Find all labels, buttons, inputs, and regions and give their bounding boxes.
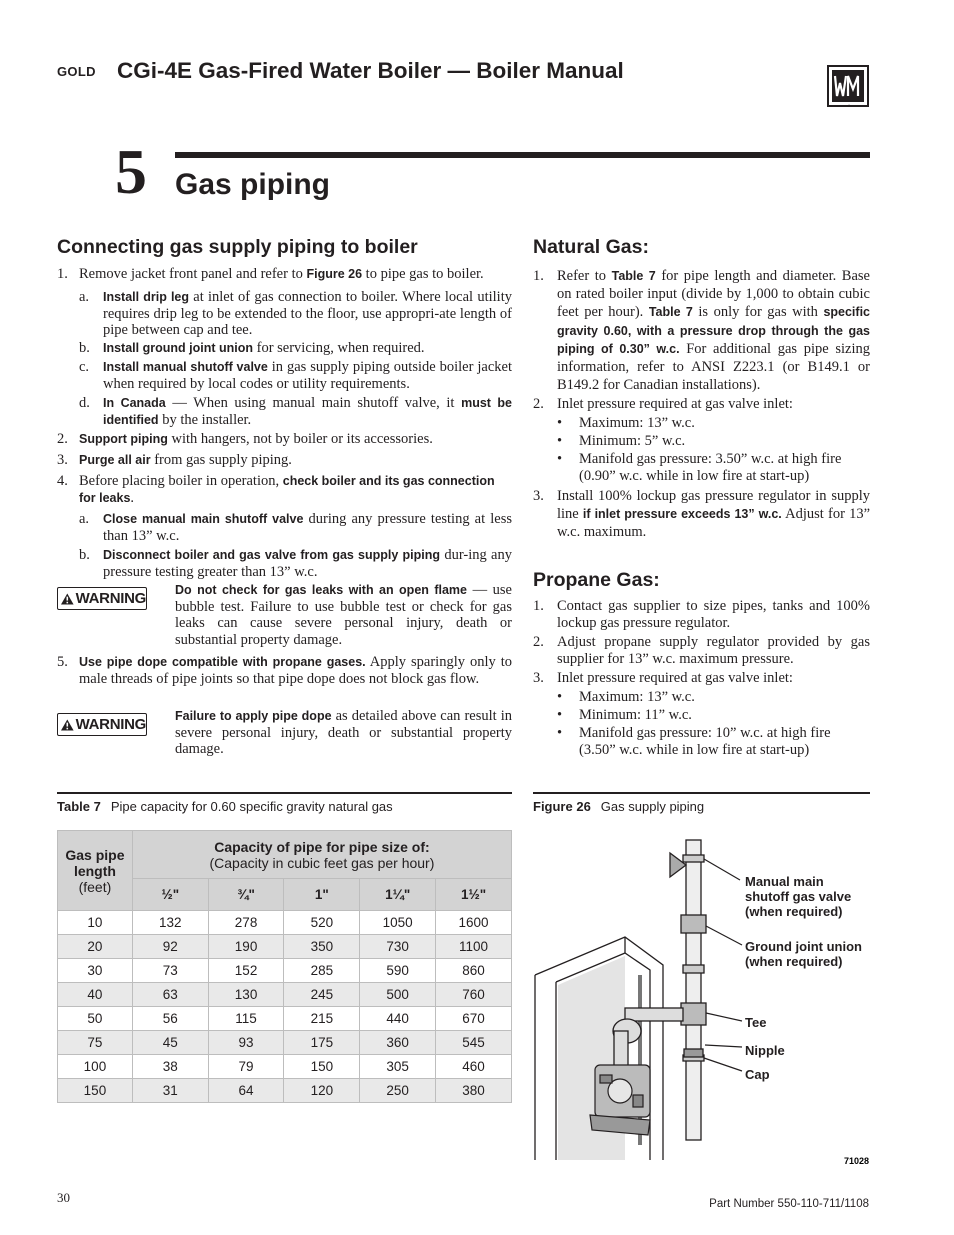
warning-badge: WARNING [57,587,147,610]
pipe-length-cell: 10 [58,911,133,935]
substep-4b: b. Disconnect boiler and gas valve from gas supply piping dur-ing any pressure testing greater than 13” w.c. [79,547,512,580]
capacity-cell: 460 [436,1055,512,1079]
pipe-length-cell: 150 [58,1079,133,1103]
list-item: • Minimum: 5” w.c. [557,433,686,449]
pipe-size-header: ¾" [208,879,284,911]
label-valve-2: shutoff gas valve [745,889,852,904]
logo-text: WM [848,105,850,106]
capacity-cell: 215 [284,1007,360,1031]
label-tee: Tee [745,1015,767,1030]
capacity-cell: 245 [284,983,360,1007]
table-row [58,911,512,935]
section-heading-natural-gas: Natural Gas: [533,236,649,258]
step-2: 2. Support piping with hangers, not by boiler or its accessories. [57,431,433,447]
substep-d: d. In Canada — When using manual main shutoff valve, it must be identified by the installer. [79,395,512,428]
table-row [58,1031,512,1055]
capacity-cell: 360 [360,1031,436,1055]
capacity-cell: 305 [360,1055,436,1079]
list-item: • Manifold gas pressure: 10” w.c. at high fire (3.50” w.c. while in low fire at start-up) [557,725,831,758]
pipe-length-cell: 40 [58,983,133,1007]
capacity-cell: 93 [208,1031,284,1055]
capacity-cell: 120 [284,1079,360,1103]
table-row [58,1007,512,1031]
gas-pipe [681,840,706,1140]
capacity-cell: 115 [208,1007,284,1031]
label-cap: Cap [745,1067,770,1082]
capacity-cell: 250 [360,1079,436,1103]
list-item: • Minimum: 11” w.c. [557,707,692,723]
figure-caption [533,799,704,814]
capacity-cell: 590 [360,959,436,983]
section-heading-connecting: Connecting gas supply piping to boiler [57,236,418,258]
capacity-cell: 440 [360,1007,436,1031]
column-group-header: Capacity of pipe for pipe size of: (Capacity in cubic feet gas per hour) [132,831,511,879]
gas-valve [590,1065,650,1135]
capacity-cell: 152 [208,959,284,983]
capacity-cell: 1050 [360,911,436,935]
pipe-length-cell: 20 [58,935,133,959]
capacity-cell: 860 [436,959,512,983]
label-valve-1: Manual main [745,874,824,889]
chapter-title: Gas piping [175,168,331,201]
step-3: 3. Purge all air from gas supply piping. [57,452,292,468]
pipe-length-cell: 50 [58,1007,133,1031]
list-item: • Maximum: 13” w.c. [557,415,695,431]
table-body [58,911,512,1103]
capacity-cell: 520 [284,911,360,935]
step-5: 5. Use pipe dope compatible with propane gases. Apply sparingly only to male threads of pipe joints so that pipe dope does not block gas flow. [57,654,512,687]
gas-supply-piping-figure [530,825,875,1170]
pipe-size-header: ½" [132,879,208,911]
pipe-capacity-table [57,830,512,1103]
warning-badge: WARNING [57,713,147,736]
capacity-cell: 175 [284,1031,360,1055]
figure-caption-label: Figure 26 [533,799,591,814]
pipe-size-header: 1¼" [360,879,436,911]
warning-triangle-icon [61,592,74,606]
substep-4a: a. Close manual main shutoff valve during any pressure testing at less than 13” w.c. [79,511,512,544]
capacity-cell: 350 [284,935,360,959]
capacity-cell: 150 [284,1055,360,1079]
substep-b: b. Install ground joint union for servicing, when required. [79,340,425,356]
step-4: 4. Before placing boiler in operation, check boiler and its gas connection for leaks. [57,473,495,506]
table-caption-label: Table 7 [57,799,101,814]
capacity-cell: 730 [360,935,436,959]
step-1 [57,266,512,283]
capacity-cell: 38 [132,1055,208,1079]
capacity-cell: 132 [132,911,208,935]
capacity-cell: 56 [132,1007,208,1031]
chapter-rule [175,152,870,158]
table-caption-text: Pipe capacity for 0.60 specific gravity natural gas [110,799,393,814]
propane-bullet-list [557,689,870,758]
capacity-cell: 760 [436,983,512,1007]
pipe-length-cell: 75 [58,1031,133,1055]
figure-rule [533,792,870,794]
part-number: Part Number 550-110-711/1108 [709,1198,869,1210]
brand-label: GOLD [57,64,96,79]
natural-step-3: 3. Install 100% lockup gas pressure regulator in supply line if inlet pressure exceeds 13” w.c. Adjust for 13” w.c. maximum. [533,488,871,541]
pipe-length-cell: 30 [58,959,133,983]
warning-triangle-icon [61,718,74,732]
table-row [58,935,512,959]
weil-mclain-logo [827,65,869,107]
page-number: 30 [57,1190,70,1205]
propane-step-2: 2. Adjust propane supply regulator provided by gas supplier for 13” w.c. maximum pressure. [533,634,870,667]
capacity-cell: 1600 [436,911,512,935]
figure-labels [745,874,869,1166]
capacity-cell: 92 [132,935,208,959]
figure-ref: Figure 26 [306,267,363,281]
capacity-cell: 31 [132,1079,208,1103]
capacity-cell: 380 [436,1079,512,1103]
table-row [58,1055,512,1079]
list-item: • Manifold gas pressure: 3.50” w.c. at high fire (0.90” w.c. while in low fire at start-up) [557,451,842,484]
capacity-cell: 73 [132,959,208,983]
capacity-cell: 278 [208,911,284,935]
label-nipple: Nipple [745,1043,785,1058]
natural-step-2: 2. Inlet pressure required at gas valve inlet: [533,396,793,412]
table-row [58,983,512,1007]
pipe-length-cell: 100 [58,1055,133,1079]
table-row [58,1079,512,1103]
list-item: • Maximum: 13” w.c. [557,689,695,705]
leader-lines [704,859,742,1071]
substep-c: c. Install manual shutoff valve in gas supply piping outside boiler jacket when required by local codes or utility requirements. [79,359,512,392]
manual-title: CGi-4E Gas-Fired Water Boiler — Boiler Manual [117,58,624,83]
step-number: 1. [57,266,68,282]
label-valve-3: (when required) [745,904,843,919]
capacity-cell: 63 [132,983,208,1007]
section-heading-propane-gas: Propane Gas: [533,569,660,591]
capacity-cell: 545 [436,1031,512,1055]
capacity-cell: 500 [360,983,436,1007]
propane-step-1: 1. Contact gas supplier to size pipes, tanks and 100% lockup gas pressure regulator. [533,598,870,631]
warning-text-2: Failure to apply pipe dope as detailed above can result in severe personal injury, death or substantial property damage. [175,708,512,757]
capacity-cell: 64 [208,1079,284,1103]
capacity-cell: 285 [284,959,360,983]
natural-step-1: 1. Refer to Table 7 for pipe length and diameter. Base on rated boiler input (divide by 1,000 to obtain cubic feet per hour). Table 7 is only for gas with specific gravity 0.60, with a pressure drop through the gas piping of 0.30” w.c. For additional gas pipe sizing information, refer to ANSI Z223.1 (or B149.1 or B149.2 for Canadian installations). [533,268,870,394]
propane-step-3: 3. Inlet pressure required at gas valve inlet: [533,670,793,686]
capacity-cell: 670 [436,1007,512,1031]
column-header-length: Gas pipe length (feet) [58,831,133,911]
capacity-cell: 45 [132,1031,208,1055]
chapter-number: 5 [115,136,147,207]
table-rule [57,792,512,794]
capacity-cell: 79 [208,1055,284,1079]
capacity-cell: 130 [208,983,284,1007]
figure-caption-text: Gas supply piping [600,799,705,814]
warning-text-1: Do not check for gas leaks with an open flame — use bubble test. Failure to use bubble test or check for gas leaks can cause severe personal injury, death or substantial property damage. [175,582,512,648]
capacity-cell: 190 [208,935,284,959]
pipe-size-header: 1½" [436,879,512,911]
table-caption [57,799,393,814]
figure-id: 71028 [843,1156,869,1166]
table-row [58,959,512,983]
capacity-cell: 1100 [436,935,512,959]
label-union-1: Ground joint union [745,939,862,954]
natural-bullet-list [557,415,870,484]
step-text: Remove jacket front panel and refer to Figure 26 to pipe gas to boiler. [79,266,484,282]
substep-a: a. Install drip leg at inlet of gas connection to boiler. Where local utility requires drip leg to be extended to the floor, use appropri-ate length of pipe between cap and tee. [79,289,512,338]
label-union-2: (when required) [745,954,843,969]
pipe-size-header: 1" [284,879,360,911]
